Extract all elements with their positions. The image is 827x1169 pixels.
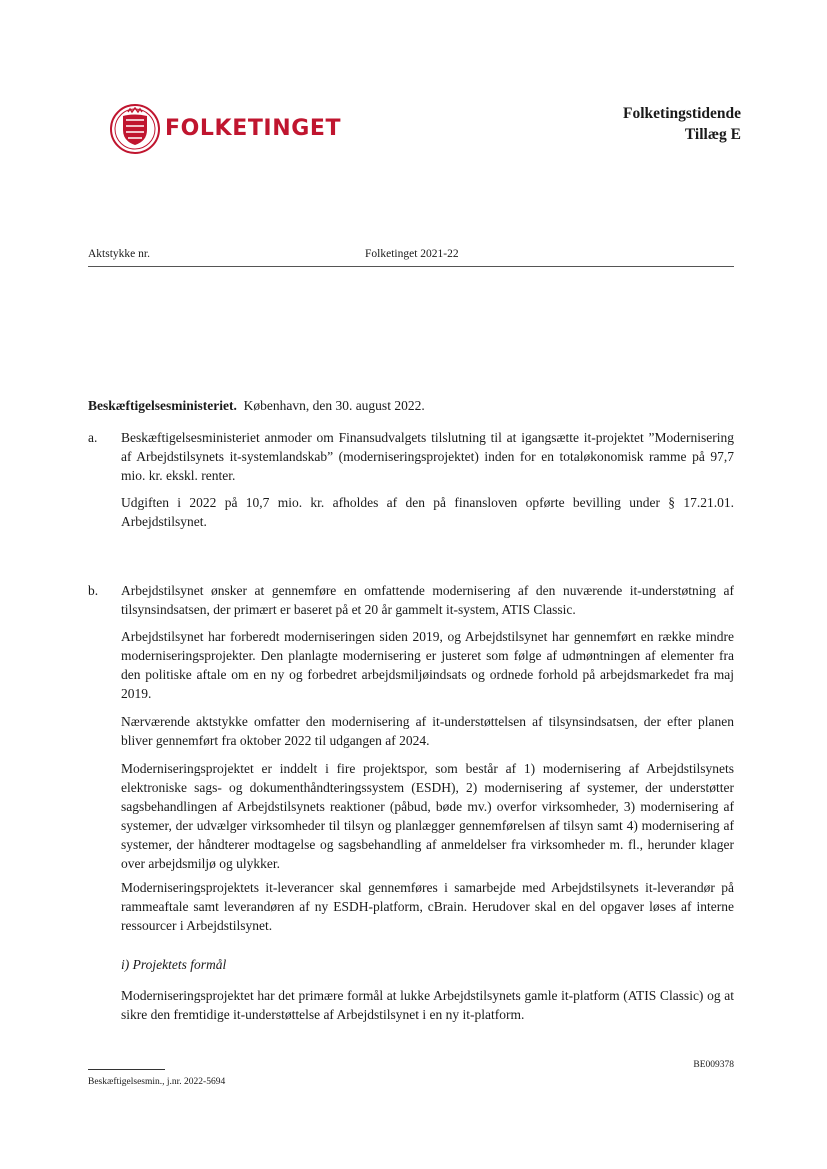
publication-header [623,103,741,145]
section-b-paragraph-3: Nærværende aktstykke omfatter den modernisering af it-understøttelsen af tilsynsindsatsen, der efter planen bliver gennemført fra oktober 2022 til udgangen af 2024. [121,714,734,748]
document-meta [88,248,734,266]
aktstykke-number: Aktstykke nr. [88,248,150,260]
section-a-marker: a. [88,430,98,445]
section-b-paragraph-2: Arbejdstilsynet har forberedt moderniseringen siden 2019, og Arbejdstilsynet har gennemført en række mindre moderniseringsprojekter. Den planlagte modernisering er justeret som følge af udmøntningen af elementer fra den politiske aftale om en ny og forbedret arbejdsmiljøindsats og ordnede forhold på arbejdsmarkedet fra maj 2019. [121,629,734,701]
section-a-paragraph-1: Beskæftigelsesministeriet anmoder om Finansudvalgets tilslutning til at igangsætte it-projektet ”Modernisering af Arbejdstilsynets it-systemlandskab” (moderniseringsprojektet) inden for en totaløkonomisk ramme på 97,7 mio. kr. ekskl. renter. [121,430,734,483]
header-divider [88,266,734,267]
publication-title: Folketingstidende [623,105,741,122]
document-reference: BE009378 [693,1060,734,1070]
section-b-paragraph-4: Moderniseringsprojektet er inddelt i fire projektspor, som består af 1) modernisering af Arbejdstilsynets elektroniske sags- og dokumenthåndteringssystem (ESDH), 2) modernisering af systemer, der understøtter sagsbehandlingen af Arbejdstilsynets reaktioner (påbud, bøde mv.) overfor virksomheder, 3) modernisering af systemer, der udvælger virksomheder til tilsyn og planlægger gennemførelsen af tilsyn samt 4) modernisering af systemer, der håndterer modtagelse og sagsbehandling af anmeldelser fra virksomheder m. fl., herunder klager over arbejdsmiljø og ulykker. [121,761,734,871]
section-b-paragraph-5: Moderniseringsprojektets it-leverancer skal gennemføres i samarbejde med Arbejdstilsynets it-leverandør på rammeaftale samt leverandøren af ny ESDH-platform, cBrain. Herudover skal en del opgaver løses af interne ressourcer i Arbejdstilsynet. [121,880,734,933]
footnote-divider [88,1069,165,1070]
coat-of-arms-icon [110,104,160,154]
section-a-paragraph-2: Udgiften i 2022 på 10,7 mio. kr. afholdes af den på finansloven opførte bevilling under § 17.21.01. Arbejdstilsynet. [121,495,734,529]
section-b-paragraph-6: Moderniseringsprojektet har det primære formål at lukke Arbejdstilsynets gamle it-platform (ATIS Classic) og at sikre den fremtidige it-understøttelse af Arbejdstilsynet i en ny it-platform. [121,988,734,1022]
publication-supplement: Tillæg E [684,126,741,143]
intro-line [88,397,734,415]
subheading-project-purpose: i) Projektets formål [121,957,227,972]
logo-wordmark: FOLKETINGET [165,116,342,141]
place-date: København, den 30. august 2022. [243,398,425,413]
section-b-marker: b. [88,583,99,598]
section-b-paragraph-1: Arbejdstilsynet ønsker at gennemføre en omfattende modernisering af den nuværende it-understøtning af tilsynsindsatsen, der primært er baseret på et 20 år gammelt it-system, ATIS Classic. [121,583,734,617]
ministry-name: Beskæftigelsesministeriet. [88,398,237,413]
footnote: Beskæftigelsesmin., j.nr. 2022-5694 [88,1077,226,1087]
session-label: Folketinget 2021-22 [365,248,459,260]
folketinget-logo [110,104,342,156]
